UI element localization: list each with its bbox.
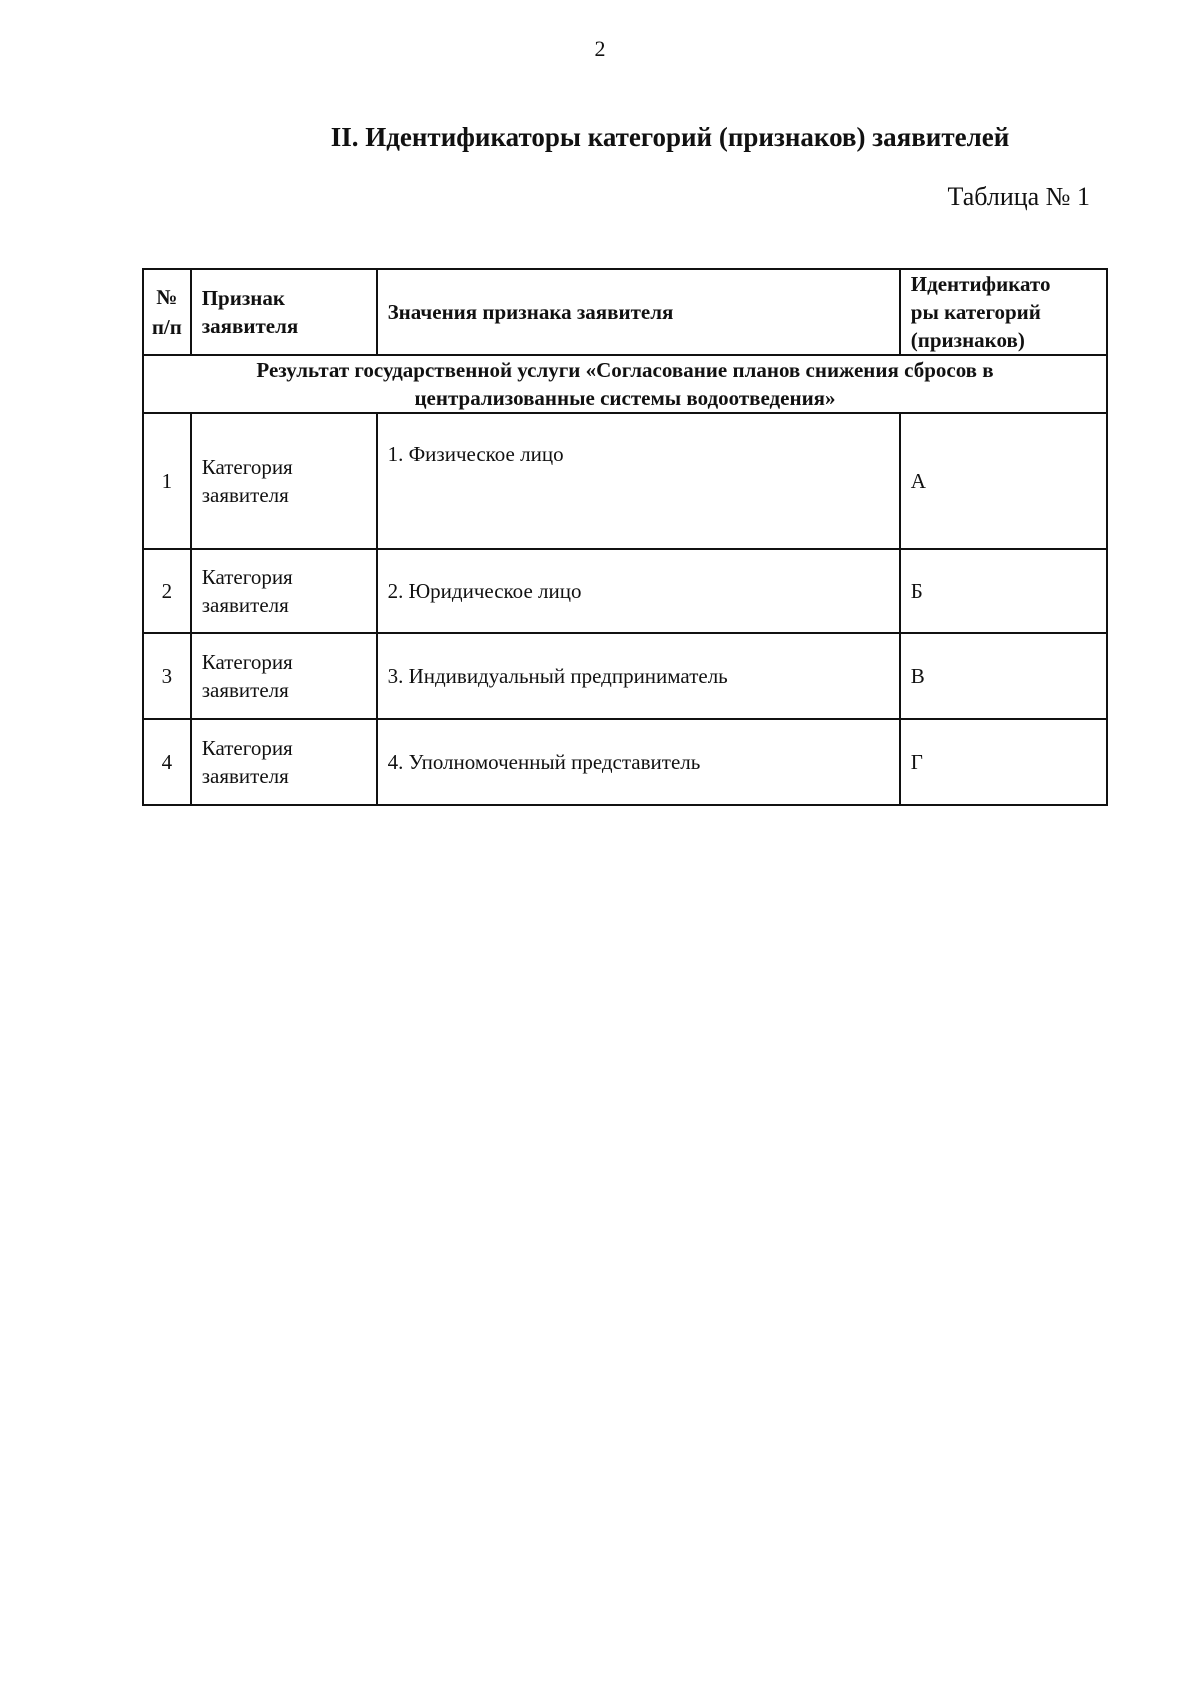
header-attribute-line1: Признак: [201, 286, 285, 310]
header-values: Значения признака заявителя: [377, 269, 900, 355]
table-row: [143, 413, 1107, 549]
row-attribute-line1: Категория: [201, 565, 293, 589]
row-identifier: В: [900, 633, 1107, 719]
header-identifiers: [900, 269, 1107, 355]
row-attribute-line2: заявителя: [201, 483, 289, 507]
row-attribute: [191, 549, 377, 633]
identifiers-table: [142, 268, 1108, 806]
row-identifier: А: [900, 413, 1107, 549]
table-header-row: [143, 269, 1107, 355]
row-value: 2. Юридическое лицо: [377, 549, 900, 633]
row-number: 4: [143, 719, 191, 805]
row-attribute-line1: Категория: [201, 455, 293, 479]
header-attribute: [191, 269, 377, 355]
row-value: 1. Физическое лицо: [377, 413, 900, 549]
row-value: 4. Уполномоченный представитель: [377, 719, 900, 805]
row-attribute-line2: заявителя: [201, 593, 289, 617]
row-attribute-line1: Категория: [201, 736, 293, 760]
row-attribute-line2: заявителя: [201, 764, 289, 788]
header-attribute-line2: заявителя: [201, 314, 299, 338]
table-row: [143, 549, 1107, 633]
header-identifiers-line3: (признаков): [910, 328, 1025, 352]
row-attribute-line1: Категория: [201, 650, 293, 674]
row-attribute-line2: заявителя: [201, 678, 289, 702]
result-line2: централизованные системы водоотведения»: [414, 386, 836, 410]
table-row: [143, 719, 1107, 805]
result-cell: [143, 355, 1107, 413]
row-attribute: [191, 413, 377, 549]
header-number-line2: п/п: [151, 315, 182, 339]
row-number: 3: [143, 633, 191, 719]
table-row: [143, 633, 1107, 719]
result-row: [143, 355, 1107, 413]
row-attribute: [191, 719, 377, 805]
row-identifier: Б: [900, 549, 1107, 633]
row-number: 2: [143, 549, 191, 633]
header-number: [143, 269, 191, 355]
section-title: II. Идентификаторы категорий (признаков) заявителей: [330, 122, 1010, 152]
page-number: 2: [594, 36, 606, 61]
row-number: 1: [143, 413, 191, 549]
row-attribute: [191, 633, 377, 719]
row-identifier: Г: [900, 719, 1107, 805]
row-value: 3. Индивидуальный предприниматель: [377, 633, 900, 719]
header-identifiers-line1: Идентификато: [910, 272, 1051, 296]
table-caption: Таблица № 1: [947, 182, 1090, 211]
header-number-line1: №: [156, 285, 178, 309]
header-identifiers-line2: ры категорий: [910, 300, 1041, 324]
result-line1: Результат государственной услуги «Согласование планов снижения сбросов в: [256, 358, 994, 382]
